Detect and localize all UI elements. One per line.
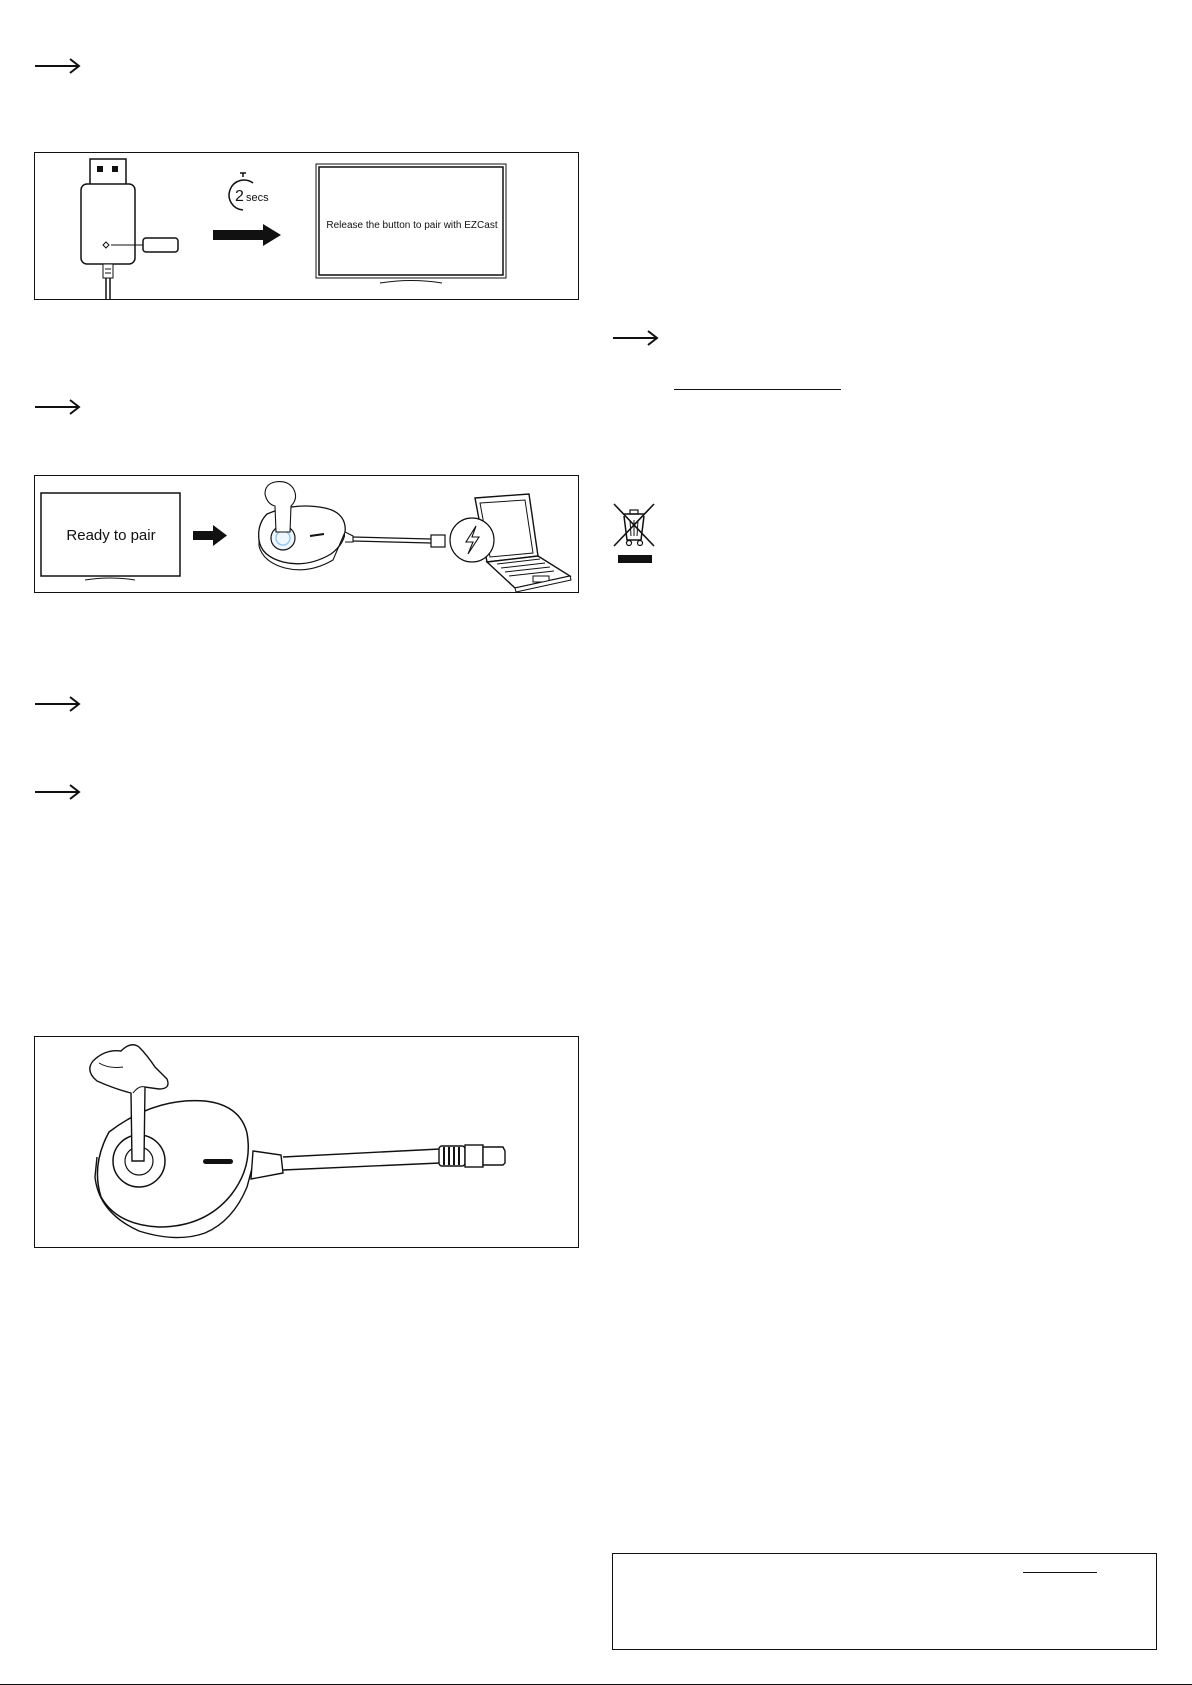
right-arrow-icon xyxy=(193,525,227,546)
ready-to-pair-figure xyxy=(34,475,579,593)
note-arrow-icon xyxy=(612,328,660,348)
note-arrow-icon xyxy=(34,782,82,802)
timer-unit: secs xyxy=(246,192,269,204)
tv-message: Release the button to pair with EZCast xyxy=(326,220,498,231)
tv-message: Ready to pair xyxy=(66,527,156,544)
note-arrow-icon xyxy=(34,56,82,76)
timer-value: 2 xyxy=(235,188,244,205)
note-arrow-icon xyxy=(34,397,82,417)
crossed-out-wheelie-bin-icon xyxy=(612,502,656,566)
imprint-box xyxy=(612,1553,1157,1650)
pairing-figure xyxy=(34,152,579,300)
big-right-arrow-icon xyxy=(213,224,281,246)
imprint-link-underline xyxy=(1023,1572,1097,1573)
wireless-transmitter-illustration xyxy=(259,482,445,570)
wireless-transmitter-illustration xyxy=(95,1101,505,1238)
note-arrow-icon xyxy=(34,694,82,714)
link-underline xyxy=(674,389,841,390)
laptop-illustration xyxy=(450,494,571,592)
transmitter-button-figure xyxy=(34,1036,579,1248)
usb-dongle-illustration xyxy=(81,159,178,299)
